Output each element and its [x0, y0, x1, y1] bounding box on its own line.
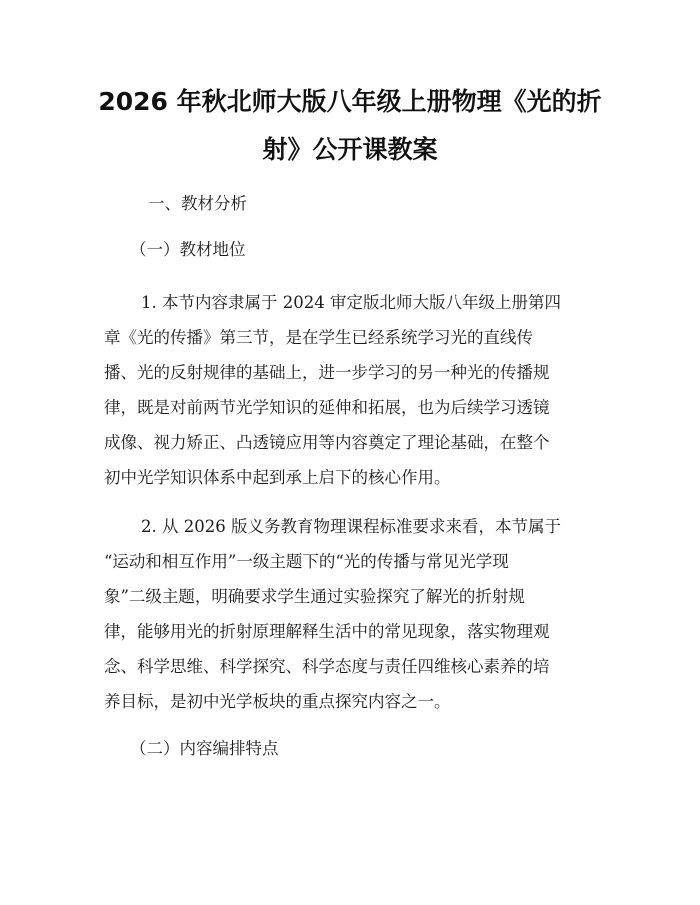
subsection-heading-textbook-position: （一）教材地位 — [130, 240, 246, 259]
paragraph-line: 养目标，是初中光学板块的重点探究内容之一。 — [104, 692, 451, 711]
section-heading-textbook-analysis: 一、教材分析 — [148, 194, 247, 213]
paragraph-line: 律，既是对前两节光学知识的延伸和拓展，也为后续学习透镜 — [104, 398, 550, 417]
title-line: 2026 年秋北师大版八年级上册物理《光的折 — [98, 87, 602, 116]
paragraph-line: 1. 本节内容隶属于 2024 审定版北师大版八年级上册第四 — [141, 293, 561, 312]
paragraph-line: 成像、视力矫正、凸透镜应用等内容奠定了理论基础，在整个 — [104, 433, 550, 452]
paragraph-1 — [104, 285, 594, 495]
paragraph-line: 象”二级主题，明确要求学生通过实验探究了解光的折射规 — [104, 587, 525, 606]
paragraph-line: 播、光的反射规律的基础上，进一步学习的另一种光的传播规 — [104, 363, 550, 382]
paragraph-line: 律，能够用光的折射原理解释生活中的常见现象，落实物理观 — [104, 622, 550, 641]
paragraph-line: 初中光学知识体系中起到承上启下的核心作用。 — [104, 468, 451, 487]
subsection-heading-content-arrangement: （二）内容编排特点 — [130, 739, 279, 758]
paragraph-line: 2. 从 2026 版义务教育物理课程标准要求来看，本节属于 — [141, 517, 561, 536]
paragraph-line: 念、科学思维、科学探究、科学态度与责任四维核心素养的培 — [104, 657, 550, 676]
document-title — [60, 78, 640, 174]
paragraph-line: 章《光的传播》第三节，是在学生已经系统学习光的直线传 — [104, 328, 533, 347]
paragraph-2 — [104, 509, 594, 719]
title-line: 射》公开课教案 — [262, 135, 438, 164]
paragraph-line: “运动和相互作用”一级主题下的“光的传播与常见光学现 — [104, 552, 509, 571]
